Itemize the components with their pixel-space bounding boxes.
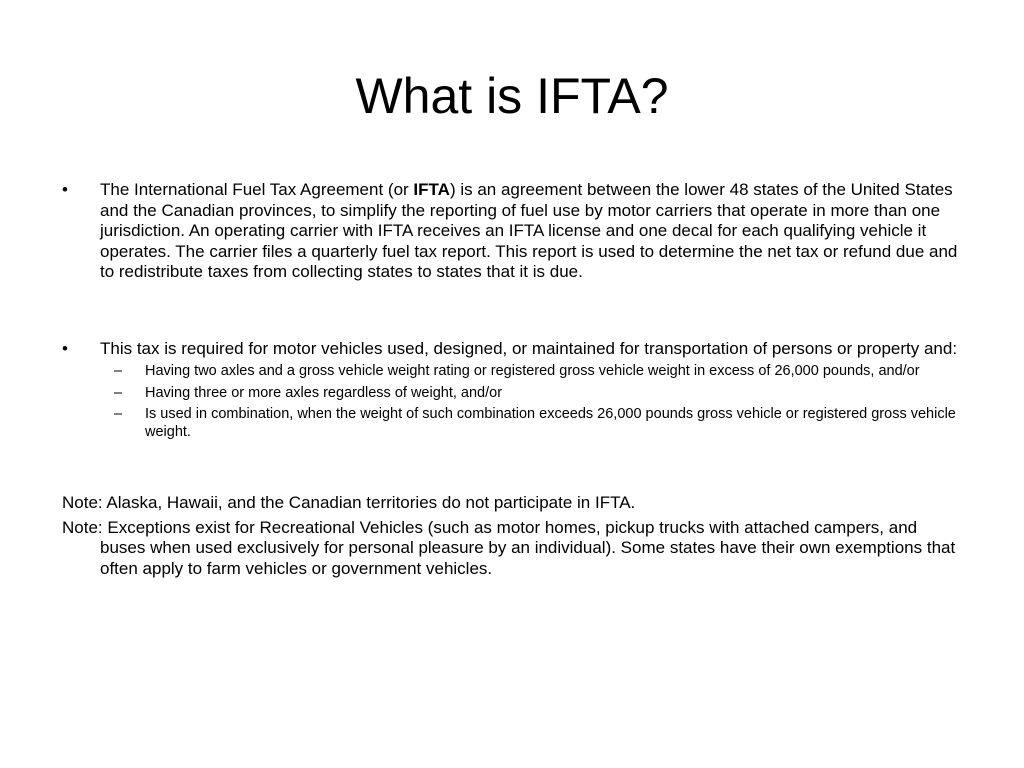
bullet-text-pre: The International Fuel Tax Agreement (or	[100, 180, 414, 199]
sub-bullet-marker: –	[114, 406, 123, 422]
bullet-marker: •	[62, 180, 68, 199]
bullet-tax-requirement	[62, 339, 962, 360]
sub-bullet-text: Having two axles and a gross vehicle weight rating or registered gross vehicle weight in excess of 26,000 pounds, and/or	[145, 363, 920, 379]
note-non-participants: Note: Alaska, Hawaii, and the Canadian territories do not participate in IFTA.	[62, 493, 636, 512]
sub-bullet-text: Is used in combination, when the weight of such combination exceeds 26,000 pounds gross vehicle or registered gross vehicle weight.	[145, 406, 956, 440]
bullet-text: This tax is required for motor vehicles used, designed, or maintained for transportation of persons or property and:	[100, 338, 958, 358]
bullet-marker: •	[62, 338, 68, 358]
sub-bullet-combination	[62, 406, 962, 441]
bullet-text	[100, 180, 962, 283]
sub-bullet-marker: –	[114, 363, 123, 379]
note-exceptions: Note: Exceptions exist for Recreational Vehicles (such as motor homes, pickup trucks with attached campers, and buses when used exclusively for personal pleasure by an individual). Some states have their own exemptions that often apply to farm vehicles or government vehicles.	[62, 517, 956, 578]
sub-bullet-three-axles	[62, 385, 962, 403]
sub-bullet-two-axles	[62, 363, 962, 381]
bullet-text-post: ) is an agreement between the lower 48 states of the United States and the Canadian provinces, to simplify the reporting of fuel use by motor carriers that operate in more than one jurisdiction. An operating carrier with IFTA receives an IFTA license and one decal for each qualifying vehicle it operates. The carrier files a quarterly fuel tax report. This report is used to determine the net tax or refund due and to redistribute taxes from collecting states to states that it is due.	[100, 180, 958, 281]
slide-body	[62, 180, 962, 583]
slide-title: What is IFTA?	[355, 68, 669, 124]
bullet-text-bold: IFTA	[413, 180, 450, 199]
bullet-ifta-definition	[62, 180, 962, 283]
sub-bullet-marker: –	[114, 384, 123, 401]
sub-bullet-list	[62, 363, 962, 441]
sub-bullet-text: Having three or more axles regardless of weight, and/or	[145, 384, 503, 401]
